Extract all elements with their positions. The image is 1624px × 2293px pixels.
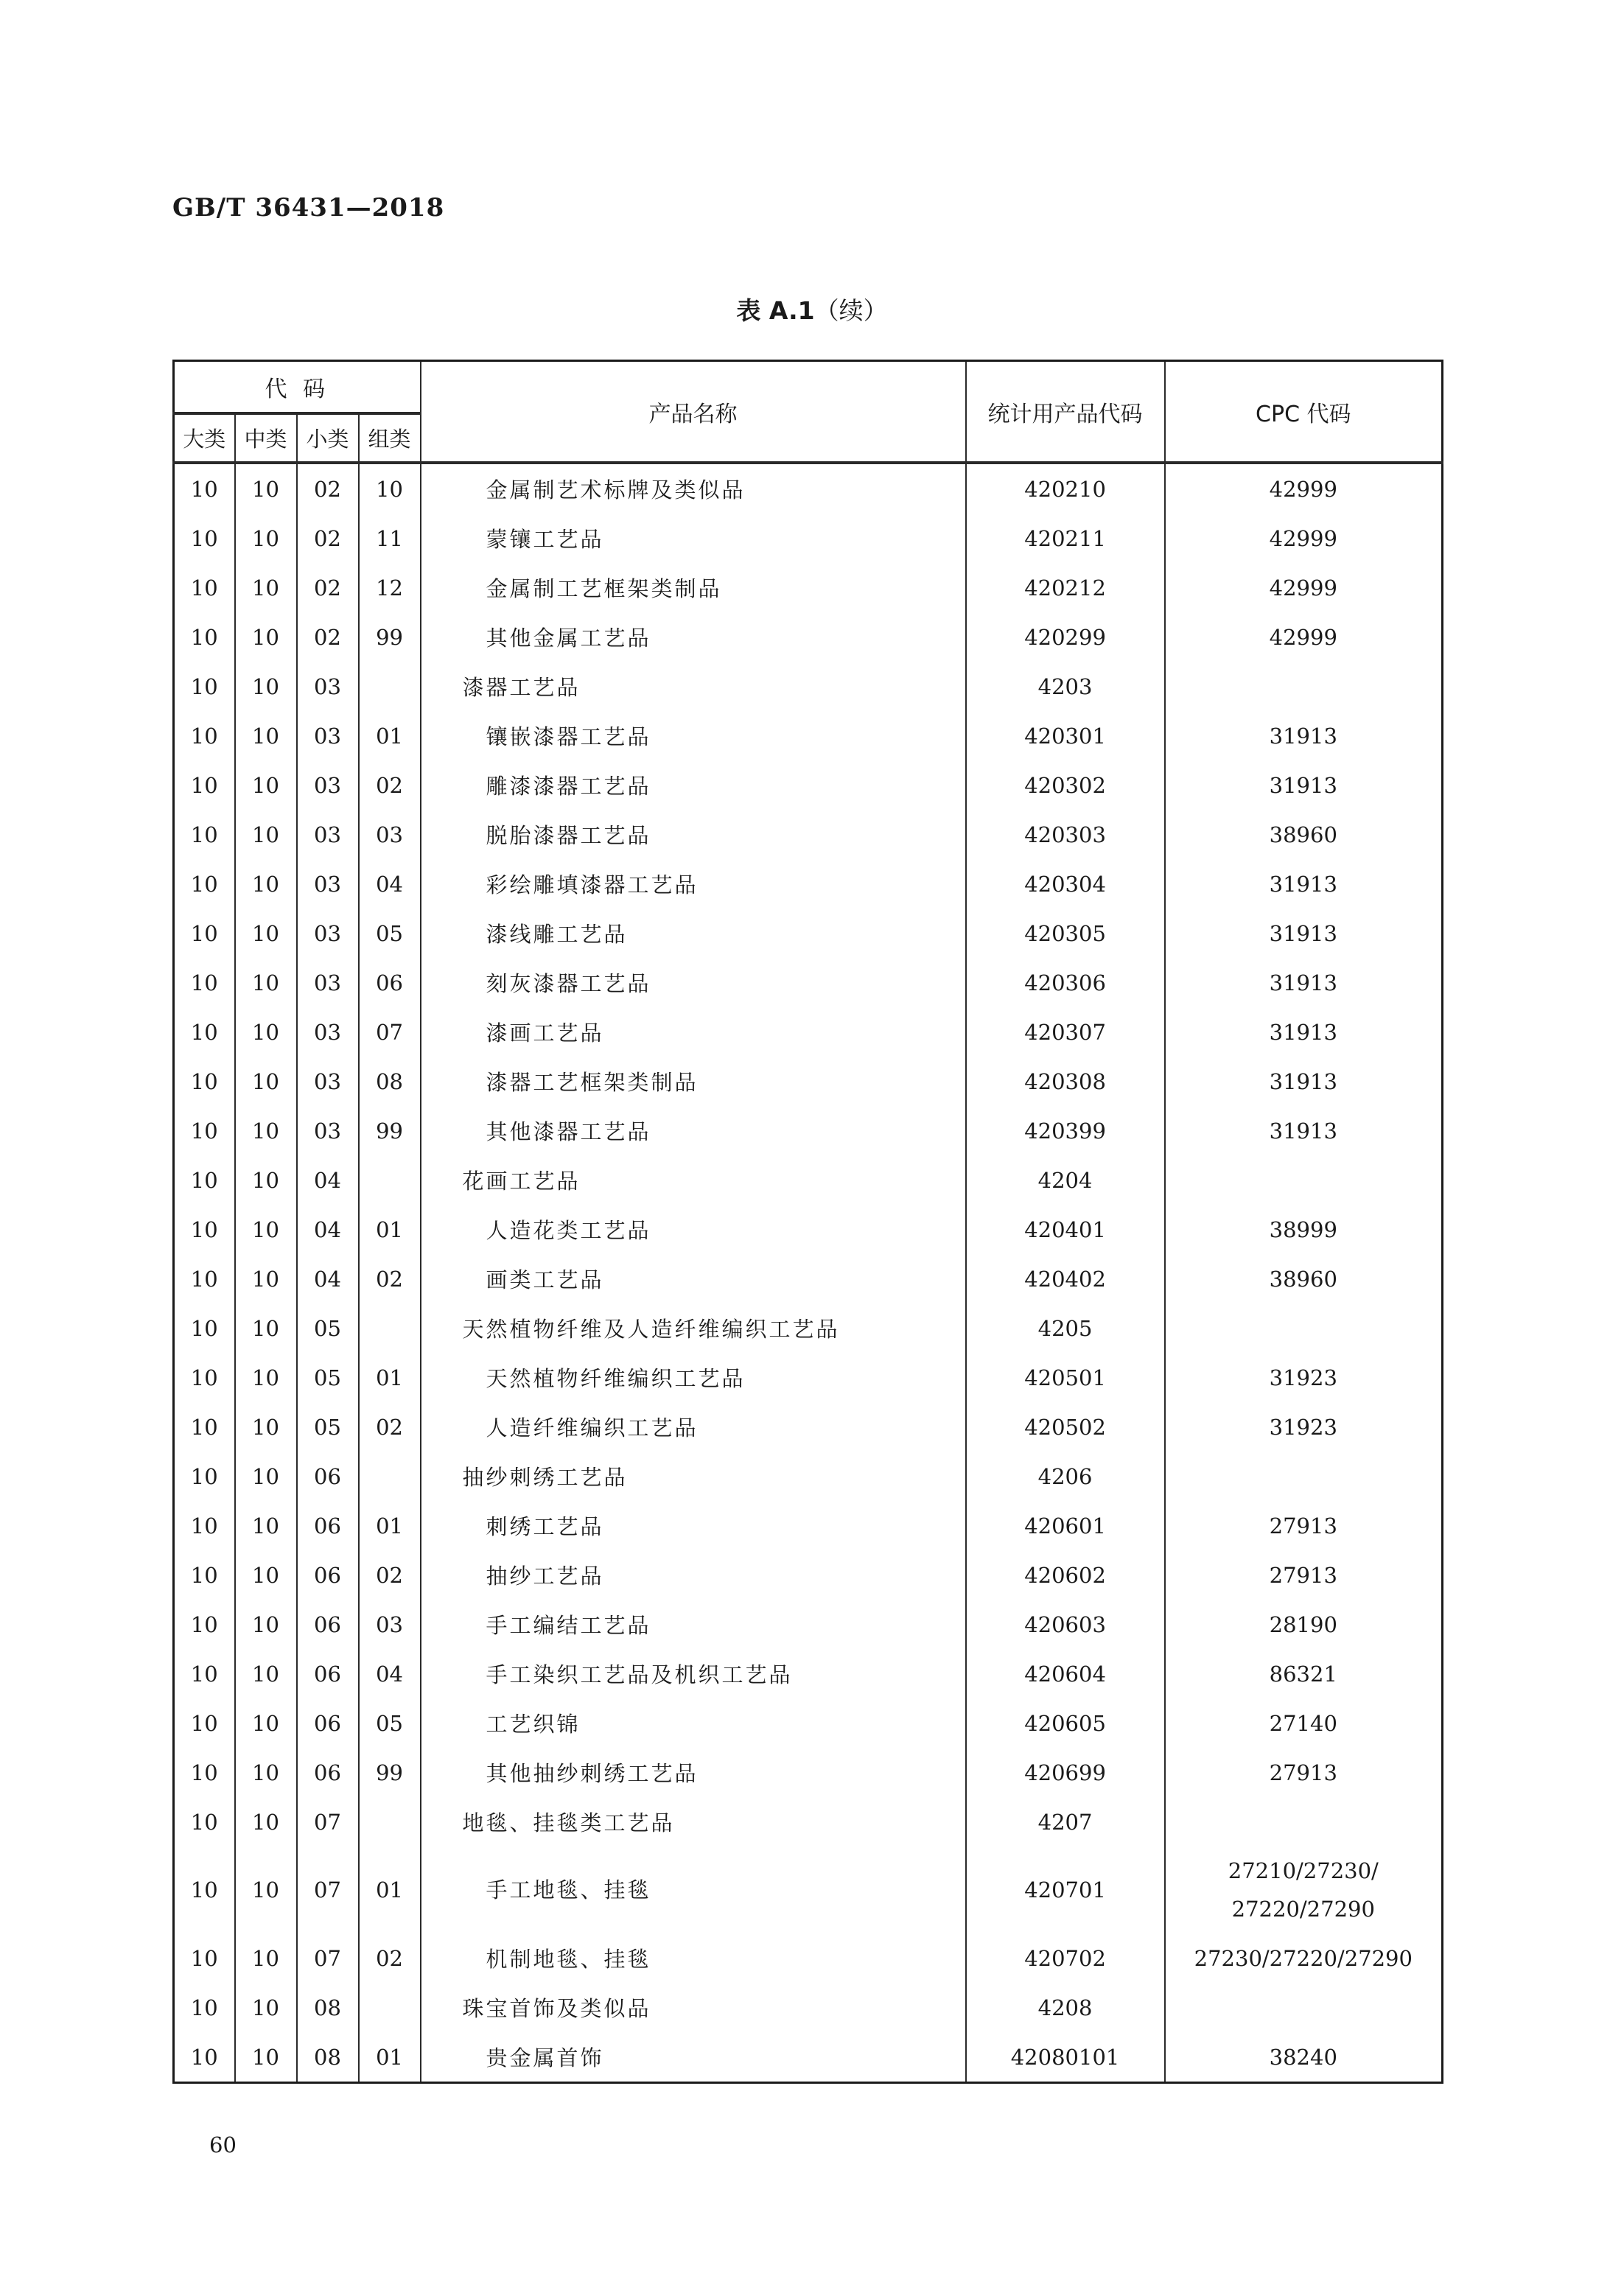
header-stat-code: 统计用产品代码 — [966, 361, 1165, 463]
cell-middle: 10 — [235, 514, 297, 563]
cell-middle: 10 — [235, 1846, 297, 1933]
table-row — [174, 1155, 1443, 1205]
cell-group: 99 — [359, 1106, 421, 1155]
cell-product-name: 镶嵌漆器工艺品 — [421, 711, 966, 760]
cell-minor: 06 — [297, 1698, 359, 1748]
cell-cpc-code — [1165, 1452, 1443, 1501]
cell-cpc-code: 86321 — [1165, 1649, 1443, 1698]
cell-minor: 06 — [297, 1600, 359, 1649]
cell-minor: 08 — [297, 2032, 359, 2083]
cell-stat-code: 42080101 — [966, 2032, 1165, 2083]
table-row — [174, 909, 1443, 958]
cell-product-name: 天然植物纤维编织工艺品 — [421, 1353, 966, 1402]
cell-minor: 07 — [297, 1797, 359, 1846]
cell-major: 10 — [174, 612, 235, 662]
cell-minor: 03 — [297, 909, 359, 958]
cell-stat-code: 420401 — [966, 1205, 1165, 1254]
cell-cpc-code: 31913 — [1165, 859, 1443, 909]
cell-major: 10 — [174, 958, 235, 1007]
cell-stat-code: 420402 — [966, 1254, 1165, 1303]
cell-major: 10 — [174, 1748, 235, 1797]
cell-group: 01 — [359, 2032, 421, 2083]
table-row — [174, 563, 1443, 612]
cell-minor: 06 — [297, 1501, 359, 1550]
cell-middle: 10 — [235, 1007, 297, 1057]
table-row — [174, 1303, 1443, 1353]
cell-middle: 10 — [235, 1452, 297, 1501]
header-minor: 小类 — [297, 413, 359, 463]
cell-group: 01 — [359, 711, 421, 760]
product-classification-table — [172, 360, 1443, 2084]
cell-stat-code: 420210 — [966, 463, 1165, 514]
cell-middle: 10 — [235, 760, 297, 810]
cell-cpc-code: 31923 — [1165, 1353, 1443, 1402]
cell-group: 04 — [359, 1649, 421, 1698]
cell-cpc-code: 31913 — [1165, 1106, 1443, 1155]
cell-product-name: 手工地毯、挂毯 — [421, 1846, 966, 1933]
cell-group — [359, 1303, 421, 1353]
standard-number: GB/T 36431—2018 — [172, 193, 445, 223]
cell-minor: 02 — [297, 514, 359, 563]
table-row — [174, 1600, 1443, 1649]
cell-group: 02 — [359, 1402, 421, 1452]
cell-product-name: 人造花类工艺品 — [421, 1205, 966, 1254]
table-row — [174, 1748, 1443, 1797]
cell-product-name: 工艺织锦 — [421, 1698, 966, 1748]
cell-minor: 04 — [297, 1155, 359, 1205]
table-row — [174, 1649, 1443, 1698]
cell-minor: 06 — [297, 1649, 359, 1698]
cell-group: 99 — [359, 1748, 421, 1797]
cell-product-name: 蒙镶工艺品 — [421, 514, 966, 563]
cell-minor: 03 — [297, 1007, 359, 1057]
cell-stat-code: 420602 — [966, 1550, 1165, 1600]
table-title — [0, 292, 1624, 326]
cell-middle: 10 — [235, 2032, 297, 2083]
table-row — [174, 1983, 1443, 2032]
cell-cpc-code — [1165, 1983, 1443, 2032]
cell-cpc-code: 31913 — [1165, 711, 1443, 760]
cell-major: 10 — [174, 810, 235, 859]
cell-major: 10 — [174, 563, 235, 612]
cell-product-name: 天然植物纤维及人造纤维编织工艺品 — [421, 1303, 966, 1353]
cell-group: 02 — [359, 760, 421, 810]
cell-product-name: 刺绣工艺品 — [421, 1501, 966, 1550]
cpc-code-line: 27210/27230/ — [1228, 1858, 1379, 1883]
cell-cpc-code: 31913 — [1165, 958, 1443, 1007]
cell-middle: 10 — [235, 1797, 297, 1846]
cell-middle: 10 — [235, 463, 297, 514]
cell-middle: 10 — [235, 1550, 297, 1600]
cell-cpc-code: 28190 — [1165, 1600, 1443, 1649]
table-row — [174, 760, 1443, 810]
cell-minor: 06 — [297, 1748, 359, 1797]
cell-middle: 10 — [235, 1254, 297, 1303]
cell-major: 10 — [174, 514, 235, 563]
cell-middle: 10 — [235, 1698, 297, 1748]
cell-cpc-code: 27230/27220/27290 — [1165, 1933, 1443, 1983]
cell-major: 10 — [174, 1846, 235, 1933]
cell-cpc-code: 31913 — [1165, 760, 1443, 810]
cell-group: 04 — [359, 859, 421, 909]
cell-major: 10 — [174, 1501, 235, 1550]
table-row — [174, 1402, 1443, 1452]
cell-major: 10 — [174, 1353, 235, 1402]
cell-major: 10 — [174, 1649, 235, 1698]
cell-stat-code: 420701 — [966, 1846, 1165, 1933]
cell-product-name: 漆画工艺品 — [421, 1007, 966, 1057]
table-row — [174, 1106, 1443, 1155]
header-cpc-code: CPC 代码 — [1165, 361, 1443, 463]
cell-major: 10 — [174, 711, 235, 760]
cell-middle: 10 — [235, 958, 297, 1007]
cell-group — [359, 1155, 421, 1205]
cell-major: 10 — [174, 1205, 235, 1254]
cell-middle: 10 — [235, 1501, 297, 1550]
cell-group: 01 — [359, 1205, 421, 1254]
cell-group: 06 — [359, 958, 421, 1007]
cell-product-name: 其他金属工艺品 — [421, 612, 966, 662]
cell-major: 10 — [174, 1402, 235, 1452]
cell-cpc-code — [1165, 1155, 1443, 1205]
header-major: 大类 — [174, 413, 235, 463]
cell-minor: 02 — [297, 563, 359, 612]
cell-cpc-code: 31913 — [1165, 909, 1443, 958]
cell-stat-code: 420399 — [966, 1106, 1165, 1155]
cell-middle: 10 — [235, 1983, 297, 2032]
cell-cpc-code: 42999 — [1165, 612, 1443, 662]
cell-middle: 10 — [235, 612, 297, 662]
cell-group: 01 — [359, 1846, 421, 1933]
cell-group: 03 — [359, 810, 421, 859]
cell-cpc-code — [1165, 1846, 1443, 1933]
cell-stat-code: 420605 — [966, 1698, 1165, 1748]
cell-minor: 06 — [297, 1550, 359, 1600]
cell-minor: 02 — [297, 463, 359, 514]
cell-major: 10 — [174, 909, 235, 958]
cell-major: 10 — [174, 1106, 235, 1155]
cell-group: 99 — [359, 612, 421, 662]
cell-minor: 03 — [297, 662, 359, 711]
header-product-name: 产品名称 — [421, 361, 966, 463]
cell-stat-code: 420211 — [966, 514, 1165, 563]
cell-minor: 04 — [297, 1205, 359, 1254]
cell-minor: 06 — [297, 1452, 359, 1501]
cell-product-name: 漆线雕工艺品 — [421, 909, 966, 958]
cell-major: 10 — [174, 1057, 235, 1106]
cell-major: 10 — [174, 1933, 235, 1983]
cell-cpc-code: 38960 — [1165, 1254, 1443, 1303]
cell-stat-code: 4208 — [966, 1983, 1165, 2032]
cell-product-name: 其他抽纱刺绣工艺品 — [421, 1748, 966, 1797]
cell-cpc-code: 38240 — [1165, 2032, 1443, 2083]
table-row — [174, 1846, 1443, 1933]
cell-middle: 10 — [235, 1748, 297, 1797]
cell-stat-code: 4203 — [966, 662, 1165, 711]
cell-middle: 10 — [235, 1205, 297, 1254]
cell-stat-code: 4204 — [966, 1155, 1165, 1205]
table-row — [174, 514, 1443, 563]
cell-cpc-code: 27913 — [1165, 1748, 1443, 1797]
cell-middle: 10 — [235, 563, 297, 612]
cell-cpc-code: 38999 — [1165, 1205, 1443, 1254]
cell-stat-code: 420301 — [966, 711, 1165, 760]
cell-group — [359, 1797, 421, 1846]
cell-group: 03 — [359, 1600, 421, 1649]
cell-major: 10 — [174, 1698, 235, 1748]
header-middle: 中类 — [235, 413, 297, 463]
cell-minor: 05 — [297, 1353, 359, 1402]
table-row — [174, 463, 1443, 514]
cell-group: 05 — [359, 1698, 421, 1748]
cell-stat-code: 420299 — [966, 612, 1165, 662]
cell-cpc-code — [1165, 1303, 1443, 1353]
cell-group: 11 — [359, 514, 421, 563]
cell-stat-code: 420308 — [966, 1057, 1165, 1106]
cell-product-name: 漆器工艺框架类制品 — [421, 1057, 966, 1106]
cell-major: 10 — [174, 760, 235, 810]
cell-stat-code: 420501 — [966, 1353, 1165, 1402]
header-code-group: 代 码 — [174, 361, 421, 414]
cpc-code-line: 27220/27290 — [1231, 1897, 1375, 1922]
cell-product-name: 漆器工艺品 — [421, 662, 966, 711]
cell-product-name: 地毯、挂毯类工艺品 — [421, 1797, 966, 1846]
cell-middle: 10 — [235, 662, 297, 711]
cell-product-name: 花画工艺品 — [421, 1155, 966, 1205]
table-row — [174, 662, 1443, 711]
table-row — [174, 958, 1443, 1007]
cell-stat-code: 420702 — [966, 1933, 1165, 1983]
cell-stat-code: 420212 — [966, 563, 1165, 612]
table-row — [174, 859, 1443, 909]
cell-product-name: 抽纱工艺品 — [421, 1550, 966, 1600]
cell-minor: 03 — [297, 1106, 359, 1155]
cell-minor: 05 — [297, 1303, 359, 1353]
cell-product-name: 贵金属首饰 — [421, 2032, 966, 2083]
cell-minor: 07 — [297, 1933, 359, 1983]
cell-group: 01 — [359, 1353, 421, 1402]
cell-stat-code: 420699 — [966, 1748, 1165, 1797]
table-row — [174, 1797, 1443, 1846]
cell-stat-code: 420305 — [966, 909, 1165, 958]
cell-major: 10 — [174, 1452, 235, 1501]
cell-major: 10 — [174, 662, 235, 711]
cell-stat-code: 420601 — [966, 1501, 1165, 1550]
cell-cpc-code: 42999 — [1165, 563, 1443, 612]
cell-group — [359, 1452, 421, 1501]
cell-middle: 10 — [235, 711, 297, 760]
cell-stat-code: 4206 — [966, 1452, 1165, 1501]
cell-major: 10 — [174, 859, 235, 909]
cell-cpc-code — [1165, 1797, 1443, 1846]
cell-product-name: 其他漆器工艺品 — [421, 1106, 966, 1155]
cell-group: 02 — [359, 1550, 421, 1600]
cell-product-name: 彩绘雕填漆器工艺品 — [421, 859, 966, 909]
cell-product-name: 刻灰漆器工艺品 — [421, 958, 966, 1007]
cell-group: 05 — [359, 909, 421, 958]
cell-stat-code: 420502 — [966, 1402, 1165, 1452]
cell-major: 10 — [174, 1254, 235, 1303]
table-row — [174, 1452, 1443, 1501]
cell-cpc-code: 42999 — [1165, 514, 1443, 563]
table-row — [174, 1205, 1443, 1254]
table-title-label: 表 A.1 — [736, 296, 815, 325]
cell-cpc-code: 27913 — [1165, 1501, 1443, 1550]
cell-cpc-code: 27913 — [1165, 1550, 1443, 1600]
cell-product-name: 人造纤维编织工艺品 — [421, 1402, 966, 1452]
cell-minor: 04 — [297, 1254, 359, 1303]
page-number: 60 — [209, 2132, 237, 2157]
table-row — [174, 1057, 1443, 1106]
cell-major: 10 — [174, 1303, 235, 1353]
cell-minor: 03 — [297, 810, 359, 859]
cell-minor: 03 — [297, 859, 359, 909]
table-row — [174, 2032, 1443, 2083]
cell-group — [359, 662, 421, 711]
cell-minor: 08 — [297, 1983, 359, 2032]
cell-cpc-code: 42999 — [1165, 463, 1443, 514]
cell-major: 10 — [174, 1983, 235, 2032]
cell-product-name: 画类工艺品 — [421, 1254, 966, 1303]
cell-major: 10 — [174, 463, 235, 514]
cell-group: 07 — [359, 1007, 421, 1057]
cell-group: 02 — [359, 1933, 421, 1983]
cell-product-name: 金属制艺术标牌及类似品 — [421, 463, 966, 514]
table-row — [174, 1353, 1443, 1402]
cell-middle: 10 — [235, 1649, 297, 1698]
table-body — [174, 463, 1443, 2083]
cell-stat-code: 420604 — [966, 1649, 1165, 1698]
cell-middle: 10 — [235, 1057, 297, 1106]
cell-group — [359, 1983, 421, 2032]
cell-product-name: 金属制工艺框架类制品 — [421, 563, 966, 612]
cell-minor: 05 — [297, 1402, 359, 1452]
table-title-continued: （续） — [814, 296, 888, 325]
cell-group: 01 — [359, 1501, 421, 1550]
cell-product-name: 珠宝首饰及类似品 — [421, 1983, 966, 2032]
cell-group: 10 — [359, 463, 421, 514]
cell-stat-code: 4205 — [966, 1303, 1165, 1353]
table-row — [174, 711, 1443, 760]
table-row — [174, 1254, 1443, 1303]
table-row — [174, 1501, 1443, 1550]
cell-cpc-code: 31923 — [1165, 1402, 1443, 1452]
cell-cpc-code: 27140 — [1165, 1698, 1443, 1748]
cell-middle: 10 — [235, 859, 297, 909]
cell-middle: 10 — [235, 1303, 297, 1353]
table-row — [174, 1550, 1443, 1600]
cell-minor: 03 — [297, 1057, 359, 1106]
cell-group: 02 — [359, 1254, 421, 1303]
cell-middle: 10 — [235, 1402, 297, 1452]
table-row — [174, 1007, 1443, 1057]
cell-minor: 03 — [297, 958, 359, 1007]
cell-middle: 10 — [235, 810, 297, 859]
cell-middle: 10 — [235, 1933, 297, 1983]
table-row — [174, 810, 1443, 859]
cell-product-name: 手工编结工艺品 — [421, 1600, 966, 1649]
cell-stat-code: 420302 — [966, 760, 1165, 810]
cell-major: 10 — [174, 1155, 235, 1205]
cell-stat-code: 420306 — [966, 958, 1165, 1007]
cell-minor: 02 — [297, 612, 359, 662]
cell-product-name: 抽纱刺绣工艺品 — [421, 1452, 966, 1501]
cell-cpc-code: 31913 — [1165, 1007, 1443, 1057]
cell-middle: 10 — [235, 1600, 297, 1649]
cell-stat-code: 420307 — [966, 1007, 1165, 1057]
header-group: 组类 — [359, 413, 421, 463]
cell-middle: 10 — [235, 1106, 297, 1155]
cell-minor: 03 — [297, 760, 359, 810]
cell-cpc-code: 31913 — [1165, 1057, 1443, 1106]
cell-middle: 10 — [235, 1155, 297, 1205]
cell-stat-code: 420304 — [966, 859, 1165, 909]
table-row — [174, 612, 1443, 662]
cell-product-name: 脱胎漆器工艺品 — [421, 810, 966, 859]
cell-minor: 07 — [297, 1846, 359, 1933]
table-row — [174, 1698, 1443, 1748]
cell-middle: 10 — [235, 909, 297, 958]
cell-cpc-code — [1165, 662, 1443, 711]
cell-stat-code: 420603 — [966, 1600, 1165, 1649]
table-row — [174, 1933, 1443, 1983]
cell-major: 10 — [174, 1007, 235, 1057]
cell-major: 10 — [174, 1797, 235, 1846]
cell-major: 10 — [174, 2032, 235, 2083]
cell-minor: 03 — [297, 711, 359, 760]
cell-group: 08 — [359, 1057, 421, 1106]
cell-major: 10 — [174, 1550, 235, 1600]
cell-stat-code: 420303 — [966, 810, 1165, 859]
cell-middle: 10 — [235, 1353, 297, 1402]
cell-product-name: 手工染织工艺品及机织工艺品 — [421, 1649, 966, 1698]
cell-product-name: 机制地毯、挂毯 — [421, 1933, 966, 1983]
cell-stat-code: 4207 — [966, 1797, 1165, 1846]
cell-major: 10 — [174, 1600, 235, 1649]
cell-product-name: 雕漆漆器工艺品 — [421, 760, 966, 810]
cell-cpc-code: 38960 — [1165, 810, 1443, 859]
cell-group: 12 — [359, 563, 421, 612]
